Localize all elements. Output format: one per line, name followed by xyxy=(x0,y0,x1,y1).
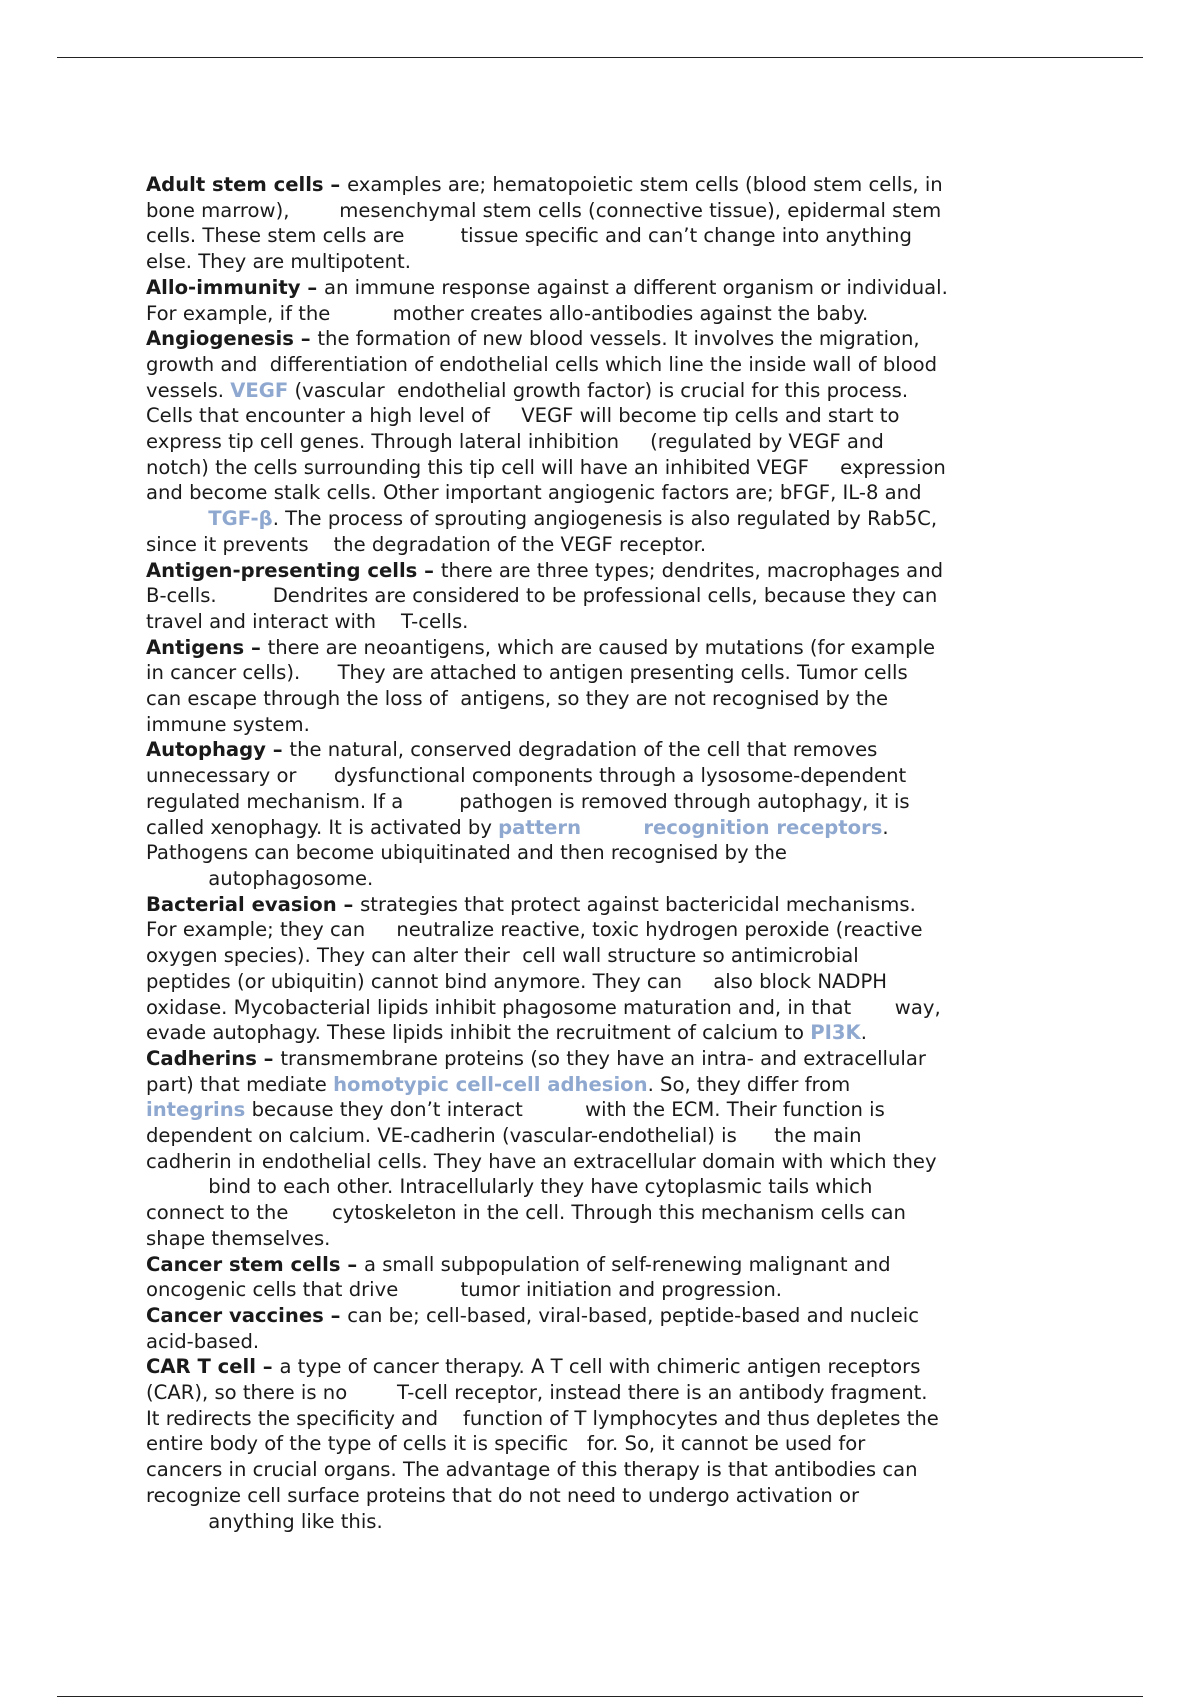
entry-text: autophagosome. xyxy=(146,866,374,890)
glossary-entry xyxy=(146,737,1076,891)
entry-text: entire body of the type of cells it is specific for. So, it cannot be used for xyxy=(146,1432,866,1456)
entry-line xyxy=(146,635,1076,661)
entry-line xyxy=(146,1303,1076,1329)
entry-text: else. They are multipotent. xyxy=(146,250,411,274)
entry-text: travel and interact with T-cells. xyxy=(146,609,469,633)
entry-line xyxy=(146,249,1076,275)
entry-text: because they don’t interact with the ECM. Their function is xyxy=(245,1098,885,1122)
entry-text: the formation of new blood vessels. It involves the migration, xyxy=(317,327,920,351)
entry-text: It redirects the specificity and function of T lymphocytes and thus depletes the xyxy=(146,1406,939,1430)
entry-text: express tip cell genes. Through lateral inhibition (regulated by VEGF and xyxy=(146,430,884,454)
glossary-entry xyxy=(146,1046,1076,1252)
entry-line xyxy=(146,1097,1076,1123)
entry-line xyxy=(146,1252,1076,1278)
entry-term: Angiogenesis xyxy=(146,327,294,351)
entry-term: Bacterial evasion xyxy=(146,892,337,916)
entry-line xyxy=(146,969,1076,995)
entry-term: Antigen-presenting cells xyxy=(146,558,418,582)
entry-dash: – xyxy=(300,275,324,299)
entry-text: and become stalk cells. Other important angiogenic factors are; bFGF, IL-8 and xyxy=(146,481,922,505)
entry-text: since it prevents the degradation of the VEGF receptor. xyxy=(146,532,707,556)
entry-text: . So, they differ from xyxy=(647,1072,851,1096)
entry-text: B-cells. Dendrites are considered to be professional cells, because they can xyxy=(146,584,938,608)
entry-text xyxy=(146,507,208,530)
entry-line xyxy=(146,1020,1076,1046)
entry-line xyxy=(146,917,1076,943)
entry-text: . The process of sprouting angiogenesis is also regulated by Rab5C, xyxy=(272,507,938,531)
entry-term: Antigens xyxy=(146,635,245,659)
glossary-entry xyxy=(146,558,1076,635)
entry-text: immune system. xyxy=(146,712,310,736)
entry-line xyxy=(146,223,1076,249)
entry-dash: – xyxy=(255,1355,280,1379)
entry-line xyxy=(146,429,1076,455)
entry-text: acid-based. xyxy=(146,1329,260,1353)
entry-text: connect to the cytoskeleton in the cell. Through this mechanism cells can xyxy=(146,1201,906,1225)
entry-line xyxy=(146,1354,1076,1380)
entry-text: cells. These stem cells are tissue specific and can’t change into anything xyxy=(146,224,912,248)
entry-term: Autophagy xyxy=(146,738,266,762)
term-link[interactable]: PI3K xyxy=(810,1021,861,1045)
entry-text: part) that mediate xyxy=(146,1072,334,1096)
entry-line xyxy=(146,1329,1076,1355)
entry-text: can be; cell-based, viral-based, peptide-based and nucleic xyxy=(347,1303,919,1327)
entry-text: a type of cancer therapy. A T cell with chimeric antigen receptors xyxy=(279,1355,921,1379)
entry-text: For example, if the mother creates allo-antibodies against the baby. xyxy=(146,301,869,325)
entry-text: vessels. xyxy=(146,378,231,402)
entry-dash: – xyxy=(323,1303,348,1327)
entry-text: oncogenic cells that drive tumor initiation and progression. xyxy=(146,1278,782,1302)
entry-term: Cancer vaccines xyxy=(146,1303,324,1327)
glossary-entry xyxy=(146,1303,1076,1354)
entry-text: recognize cell surface proteins that do not need to undergo activation or xyxy=(146,1483,860,1507)
term-link[interactable]: VEGF xyxy=(230,378,289,402)
entry-line xyxy=(146,1174,1076,1200)
term-link[interactable]: recognition receptors xyxy=(643,815,883,839)
entry-text: an immune response against a different organism or individual. xyxy=(323,275,948,299)
entry-line xyxy=(146,558,1076,584)
entry-text: there are three types; dendrites, macrophages and xyxy=(440,558,944,582)
entry-line xyxy=(146,1149,1076,1175)
entry-text: oxygen species). They can alter their cell wall structure so antimicrobial xyxy=(146,944,859,968)
entry-text: there are neoantigens, which are caused by mutations (for example xyxy=(267,635,936,659)
entry-text: growth and differentiation of endothelial cells which line the inside wall of blood xyxy=(146,352,938,376)
entry-dash: – xyxy=(293,327,318,351)
entry-text: oxidase. Mycobacterial lipids inhibit phagosome maturation and, in that way, xyxy=(146,995,941,1019)
entry-line xyxy=(146,403,1076,429)
entry-line xyxy=(146,943,1076,969)
entry-text: cancers in crucial organs. The advantage of this therapy is that antibodies can xyxy=(146,1458,918,1482)
term-link[interactable]: integrins xyxy=(146,1098,246,1122)
term-link[interactable]: TGF-β xyxy=(208,507,273,531)
glossary-body xyxy=(146,172,1076,1534)
entry-text: notch) the cells surrounding this tip cell will have an inhibited VEGF expression xyxy=(146,455,946,479)
entry-text: bind to each other. Intracellularly they have cytoplasmic tails which xyxy=(146,1175,873,1199)
entry-line xyxy=(146,1123,1076,1149)
entry-line xyxy=(146,866,1076,892)
entry-line xyxy=(146,378,1076,404)
entry-text: peptides (or ubiquitin) cannot bind anymore. They can also block NADPH xyxy=(146,969,888,993)
entry-text: bone marrow), mesenchymal stem cells (connective tissue), epidermal stem xyxy=(146,198,942,222)
entry-line xyxy=(146,789,1076,815)
entry-term: Adult stem cells xyxy=(146,173,324,196)
entry-line xyxy=(146,532,1076,558)
entry-text: . xyxy=(860,1021,867,1045)
footer-rule xyxy=(57,1696,1143,1697)
glossary-entry xyxy=(146,635,1076,738)
entry-line xyxy=(146,763,1076,789)
entry-text: (CAR), so there is no T-cell receptor, instead there is an antibody fragment. xyxy=(146,1381,928,1405)
entry-line xyxy=(146,1226,1076,1252)
entry-line xyxy=(146,1483,1076,1509)
entry-text: shape themselves. xyxy=(146,1226,331,1250)
glossary-entry xyxy=(146,1354,1076,1534)
entry-text xyxy=(581,816,643,839)
entry-term: Cadherins xyxy=(146,1046,257,1070)
entry-text: . xyxy=(882,815,889,839)
entry-line xyxy=(146,660,1076,686)
entry-dash: – xyxy=(265,738,290,762)
entry-text: in cancer cells). They are attached to antigen presenting cells. Tumor cells xyxy=(146,661,908,685)
entry-dash: – xyxy=(323,173,348,196)
term-link[interactable]: pattern xyxy=(498,815,582,839)
entry-line xyxy=(146,1457,1076,1483)
entry-line xyxy=(146,840,1076,866)
glossary-entry xyxy=(146,892,1076,1046)
entry-text: cadherin in endothelial cells. They have an extracellular domain with which they xyxy=(146,1149,937,1173)
header-rule xyxy=(57,57,1143,58)
entry-line xyxy=(146,1072,1076,1098)
glossary-entry xyxy=(146,275,1076,326)
entry-line xyxy=(146,609,1076,635)
entry-line xyxy=(146,352,1076,378)
glossary-entry xyxy=(146,326,1076,557)
term-link[interactable]: homotypic cell-cell adhesion xyxy=(333,1072,648,1096)
entry-line xyxy=(146,1200,1076,1226)
entry-term: CAR T cell xyxy=(146,1355,256,1379)
entry-dash: – xyxy=(256,1046,281,1070)
entry-text: dependent on calcium. VE-cadherin (vascular-endothelial) is the main xyxy=(146,1124,862,1148)
entry-line xyxy=(146,1046,1076,1072)
entry-dash: – xyxy=(340,1252,364,1276)
entry-text: For example; they can neutralize reactive, toxic hydrogen peroxide (reactive xyxy=(146,918,923,942)
entry-text: transmembrane proteins (so they have an intra- and extracellular xyxy=(280,1046,926,1070)
entry-dash: – xyxy=(417,558,441,582)
entry-text: examples are; hematopoietic stem cells (blood stem cells, in xyxy=(347,173,943,196)
entry-text: strategies that protect against bactericidal mechanisms. xyxy=(360,892,916,916)
entry-line xyxy=(146,1277,1076,1303)
entry-line xyxy=(146,1406,1076,1432)
entry-text: regulated mechanism. If a pathogen is removed through autophagy, it is xyxy=(146,789,910,813)
entry-line xyxy=(146,455,1076,481)
entry-text: called xenophagy. It is activated by xyxy=(146,815,499,839)
entry-text: unnecessary or dysfunctional components through a lysosome-dependent xyxy=(146,764,907,788)
entry-line xyxy=(146,686,1076,712)
entry-line xyxy=(146,275,1076,301)
entry-dash: – xyxy=(244,635,268,659)
entry-text: anything like this. xyxy=(146,1509,383,1533)
entry-line xyxy=(146,712,1076,738)
entry-line xyxy=(146,480,1076,506)
entry-text: (vascular endothelial growth factor) is crucial for this process. xyxy=(288,378,909,402)
entry-line xyxy=(146,815,1076,841)
entry-text: Pathogens can become ubiquitinated and then recognised by the xyxy=(146,841,787,865)
entry-text: evade autophagy. These lipids inhibit the recruitment of calcium to xyxy=(146,1021,811,1045)
entry-term: Cancer stem cells xyxy=(146,1252,341,1276)
entry-line xyxy=(146,301,1076,327)
entry-line xyxy=(146,506,1076,532)
entry-line xyxy=(146,737,1076,763)
entry-line xyxy=(146,995,1076,1021)
entry-line xyxy=(146,1380,1076,1406)
entry-line xyxy=(146,172,1076,198)
entry-line xyxy=(146,326,1076,352)
entry-line xyxy=(146,583,1076,609)
entry-term: Allo-immunity xyxy=(146,275,301,299)
entry-line xyxy=(146,198,1076,224)
entry-line xyxy=(146,892,1076,918)
entry-text: the natural, conserved degradation of the cell that removes xyxy=(289,738,878,762)
entry-dash: – xyxy=(336,892,361,916)
glossary-entry xyxy=(146,1252,1076,1303)
entry-text: a small subpopulation of self-renewing malignant and xyxy=(363,1252,891,1276)
entry-text: can escape through the loss of antigens, so they are not recognised by the xyxy=(146,687,889,711)
entry-text: Cells that encounter a high level of VEGF will become tip cells and start to xyxy=(146,404,900,428)
entry-line xyxy=(146,1509,1076,1535)
glossary-entry xyxy=(146,172,1076,275)
entry-line xyxy=(146,1431,1076,1457)
